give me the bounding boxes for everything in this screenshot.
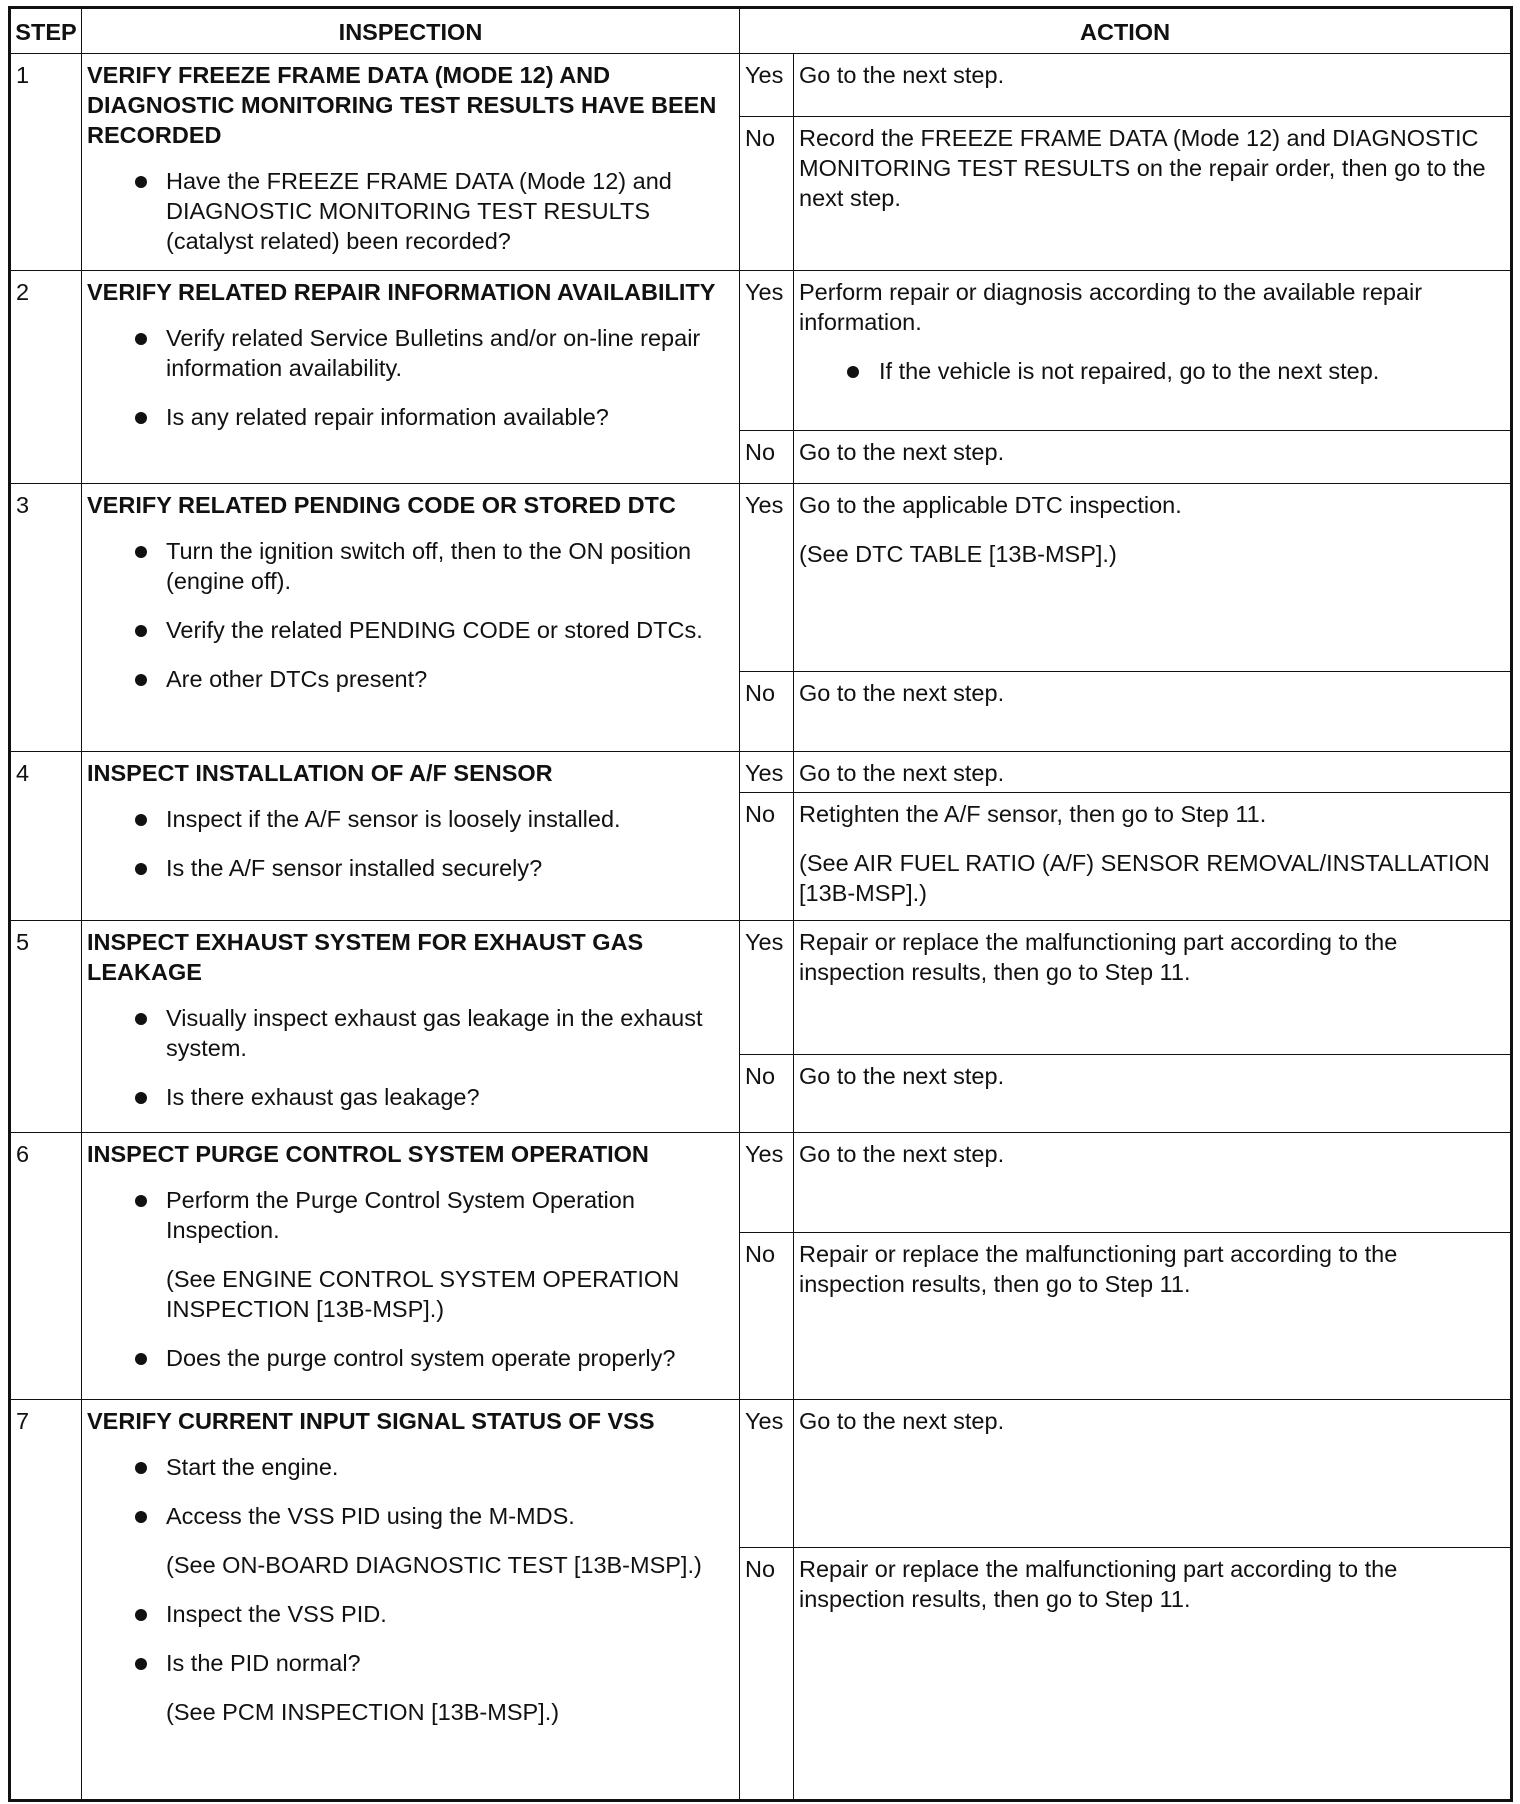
- no-label: No: [740, 117, 794, 271]
- no-action: Retighten the A/F sensor, then go to Step 11.: [799, 801, 1267, 827]
- inspection-item: Is the A/F sensor installed securely?: [87, 853, 734, 883]
- table-row: [10, 484, 1512, 672]
- inspection-item: Verify related Service Bulletins and/or on-line repair information availability.: [87, 323, 734, 383]
- no-label: No: [740, 1055, 794, 1133]
- inspection-title: INSPECT EXHAUST SYSTEM FOR EXHAUST GAS LEAKAGE: [87, 929, 644, 985]
- inspection-cell: [82, 921, 740, 1133]
- inspection-item: Does the purge control system operate properly?: [87, 1343, 734, 1373]
- yes-action: Repair or replace the malfunctioning part according to the inspection results, then go to Step 11.: [794, 921, 1512, 1055]
- inspection-note: (See PCM INSPECTION [13B-MSP].): [166, 1699, 560, 1725]
- yes-action: Go to the next step.: [794, 752, 1512, 793]
- step-number: 7: [10, 1400, 82, 1801]
- inspection-cell: [82, 1133, 740, 1400]
- step-number: 5: [10, 921, 82, 1133]
- diagnostic-procedure-sheet: [8, 6, 1513, 1802]
- no-label: No: [740, 1233, 794, 1400]
- yes-label: Yes: [740, 1400, 794, 1548]
- inspection-cell: [82, 1400, 740, 1801]
- inspection-item: Visually inspect exhaust gas leakage in the exhaust system.: [87, 1003, 734, 1063]
- step-number: 6: [10, 1133, 82, 1400]
- inspection-item: Is there exhaust gas leakage?: [87, 1082, 734, 1112]
- no-action: Go to the next step.: [794, 672, 1512, 752]
- inspection-note: (See ON-BOARD DIAGNOSTIC TEST [13B-MSP].): [166, 1552, 702, 1578]
- table-row: [10, 271, 1512, 431]
- inspection-item: Are other DTCs present?: [87, 664, 734, 694]
- no-action: Go to the next step.: [794, 431, 1512, 484]
- table-row: [10, 1400, 1512, 1548]
- yes-action: Go to the applicable DTC inspection.: [799, 492, 1182, 518]
- no-label: No: [740, 431, 794, 484]
- yes-label: Yes: [740, 921, 794, 1055]
- inspection-item: Is the PID normal?: [87, 1648, 734, 1678]
- yes-label: Yes: [740, 484, 794, 672]
- inspection-cell: [82, 752, 740, 921]
- no-label: No: [740, 793, 794, 921]
- inspection-cell: [82, 484, 740, 752]
- yes-action-note: (See DTC TABLE [13B-MSP].): [799, 541, 1117, 567]
- step-number: 1: [10, 54, 82, 271]
- table-row: [10, 1133, 1512, 1233]
- inspection-note: (See ENGINE CONTROL SYSTEM OPERATION INSPECTION [13B-MSP].): [166, 1266, 680, 1322]
- no-action: Repair or replace the malfunctioning part according to the inspection results, then go to Step 11.: [794, 1548, 1512, 1801]
- yes-action-cell: [794, 271, 1512, 431]
- inspection-title: INSPECT INSTALLATION OF A/F SENSOR: [87, 760, 553, 786]
- step-number: 4: [10, 752, 82, 921]
- yes-action-cell: [794, 484, 1512, 672]
- yes-action: Go to the next step.: [794, 54, 1512, 117]
- inspection-title: VERIFY RELATED PENDING CODE OR STORED DTC: [87, 492, 676, 518]
- table-row: [10, 752, 1512, 793]
- yes-label: Yes: [740, 54, 794, 117]
- yes-label: Yes: [740, 752, 794, 793]
- inspection-item: Inspect the VSS PID.: [87, 1599, 734, 1629]
- inspection-item: Verify the related PENDING CODE or stored DTCs.: [87, 615, 734, 645]
- no-action-note: (See AIR FUEL RATIO (A/F) SENSOR REMOVAL/INSTALLATION [13B-MSP].): [799, 850, 1490, 906]
- step-column-header: STEP: [10, 8, 82, 54]
- yes-action-bullet: If the vehicle is not repaired, go to the next step.: [799, 356, 1505, 386]
- inspection-item: Inspect if the A/F sensor is loosely installed.: [87, 804, 734, 834]
- inspection-item: Access the VSS PID using the M-MDS.: [87, 1501, 734, 1531]
- table-row: [10, 54, 1512, 117]
- inspection-item: Perform the Purge Control System Operation Inspection.: [87, 1185, 734, 1245]
- no-action: Repair or replace the malfunctioning part according to the inspection results, then go to Step 11.: [794, 1233, 1512, 1400]
- inspection-title: VERIFY RELATED REPAIR INFORMATION AVAILABILITY: [87, 279, 716, 305]
- step-number: 3: [10, 484, 82, 752]
- yes-action: Go to the next step.: [794, 1133, 1512, 1233]
- yes-label: Yes: [740, 271, 794, 431]
- table-row: [10, 921, 1512, 1055]
- diagnostic-table: [8, 6, 1513, 1802]
- inspection-title: VERIFY FREEZE FRAME DATA (MODE 12) AND DIAGNOSTIC MONITORING TEST RESULTS HAVE BEEN RECORDED: [87, 62, 717, 148]
- step-number: 2: [10, 271, 82, 484]
- inspection-title: INSPECT PURGE CONTROL SYSTEM OPERATION: [87, 1141, 649, 1167]
- inspection-item: Start the engine.: [87, 1452, 734, 1482]
- no-label: No: [740, 672, 794, 752]
- inspection-cell: [82, 54, 740, 271]
- inspection-column-header: INSPECTION: [82, 8, 740, 54]
- no-action-cell: [794, 793, 1512, 921]
- no-action: Record the FREEZE FRAME DATA (Mode 12) and DIAGNOSTIC MONITORING TEST RESULTS on the repair order, then go to the next step.: [794, 117, 1512, 271]
- action-column-header: ACTION: [740, 8, 1512, 54]
- inspection-item: Have the FREEZE FRAME DATA (Mode 12) and DIAGNOSTIC MONITORING TEST RESULTS (catalyst related) been recorded?: [87, 166, 734, 256]
- yes-label: Yes: [740, 1133, 794, 1233]
- yes-action: Perform repair or diagnosis according to the available repair information.: [799, 279, 1423, 335]
- table-header-row: [10, 8, 1512, 54]
- yes-action: Go to the next step.: [794, 1400, 1512, 1548]
- inspection-item: Is any related repair information available?: [87, 402, 734, 432]
- inspection-cell: [82, 271, 740, 484]
- inspection-item: Turn the ignition switch off, then to the ON position (engine off).: [87, 536, 734, 596]
- inspection-title: VERIFY CURRENT INPUT SIGNAL STATUS OF VSS: [87, 1408, 655, 1434]
- no-label: No: [740, 1548, 794, 1801]
- no-action: Go to the next step.: [794, 1055, 1512, 1133]
